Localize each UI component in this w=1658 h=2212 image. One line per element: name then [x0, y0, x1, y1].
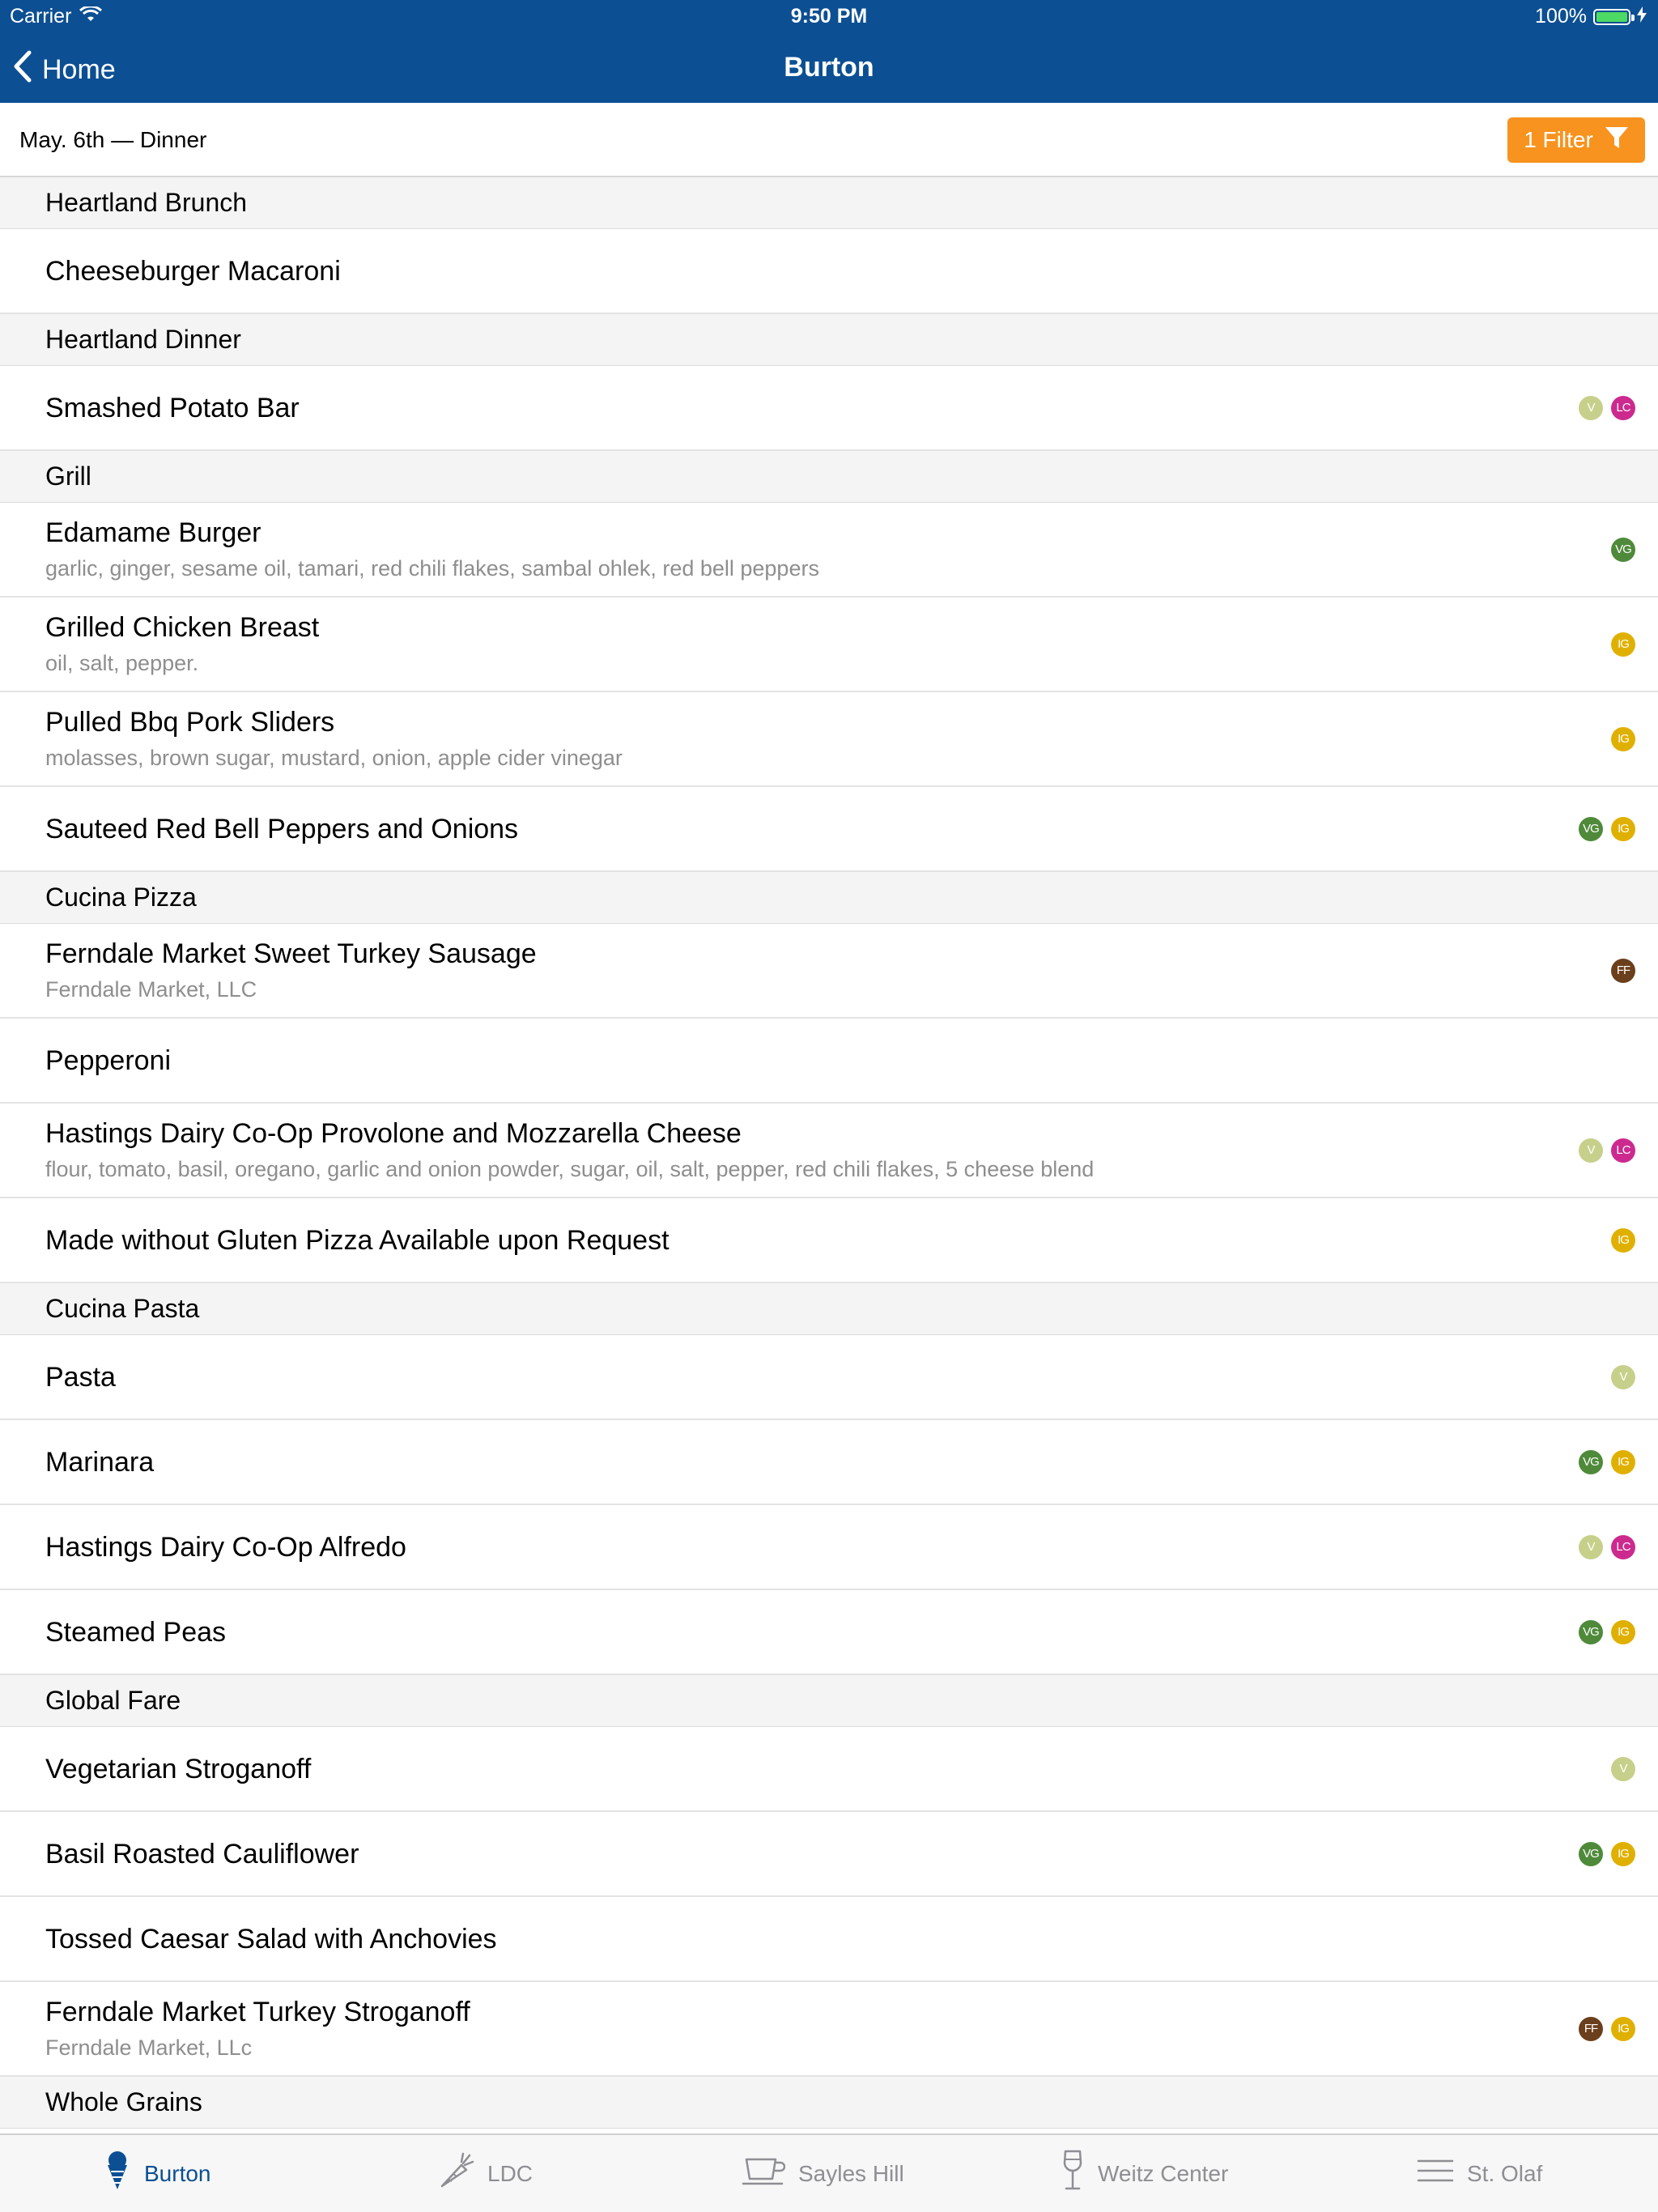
diet-badges	[1579, 1842, 1635, 1866]
gluten-free-badge-icon: IG	[1611, 1620, 1635, 1644]
menu-item-description: oil, salt, pepper.	[45, 651, 199, 675]
diet-badges	[1611, 727, 1635, 751]
coffee-cup-icon	[742, 2155, 785, 2193]
vegan-badge-icon: VG	[1579, 1842, 1603, 1866]
diet-badges	[1579, 817, 1635, 841]
diet-badges	[1611, 538, 1635, 562]
tab-weitz-center[interactable]	[1061, 2135, 1228, 2212]
menu-item-row[interactable]	[0, 1727, 1658, 1812]
menu-item-row[interactable]	[0, 1982, 1658, 2077]
status-bar	[0, 0, 1658, 34]
vegetarian-badge-icon: V	[1611, 1365, 1635, 1389]
charging-icon	[1637, 5, 1647, 28]
diet-badges	[1611, 1365, 1635, 1389]
menu-item-row[interactable]	[0, 1897, 1658, 1982]
vegetarian-badge-icon: V	[1611, 1757, 1635, 1781]
local-badge-icon: LC	[1611, 1535, 1635, 1559]
tab-label: Burton	[144, 2160, 211, 2186]
menu-item-description: flour, tomato, basil, oregano, garlic and onion powder, sugar, oil, salt, pepper, red chili flakes, 5 cheese blend	[45, 1157, 1095, 1181]
section-header: Heartland Brunch	[0, 177, 1658, 229]
menu-item-row[interactable]	[0, 1335, 1658, 1420]
navigation-bar	[0, 0, 1658, 103]
menu-item-row[interactable]	[0, 787, 1658, 872]
vegetarian-badge-icon: V	[1579, 1138, 1603, 1163]
menu-item-name: Hastings Dairy Co-Op Provolone and Mozzarella Cheese	[45, 1118, 742, 1149]
menu-item-name: Pulled Bbq Pork Sliders	[45, 707, 335, 738]
menu-item-row[interactable]	[0, 692, 1658, 787]
section-header: Cucina Pasta	[0, 1283, 1658, 1335]
menu-item-name: Edamame Burger	[45, 517, 261, 548]
clock: 9:50 PM	[790, 5, 868, 28]
vegan-badge-icon: VG	[1611, 538, 1635, 562]
diet-badges	[1579, 2017, 1635, 2041]
funnel-icon	[1605, 125, 1629, 155]
date-meal-label: May. 6th — Dinner	[19, 127, 207, 152]
diet-badges	[1611, 1228, 1635, 1253]
menu-item-row[interactable]	[0, 598, 1658, 692]
battery-percent: 100%	[1535, 5, 1587, 28]
vegan-badge-icon: VG	[1579, 1450, 1603, 1474]
vegetarian-badge-icon: V	[1579, 1535, 1603, 1559]
gluten-free-badge-icon: IG	[1611, 2017, 1635, 2041]
tab-label: LDC	[487, 2160, 534, 2186]
menu-item-name: Ferndale Market Sweet Turkey Sausage	[45, 938, 537, 969]
vegan-badge-icon: VG	[1579, 1620, 1603, 1644]
filter-button[interactable]	[1507, 117, 1645, 163]
menu-item-row[interactable]	[0, 924, 1658, 1019]
menu-item-row[interactable]	[0, 503, 1658, 598]
diet-badges	[1579, 1450, 1635, 1474]
section-header: Whole Grains	[0, 2077, 1658, 2129]
tab-label: St. Olaf	[1467, 2160, 1543, 2186]
menu-item-row[interactable]	[0, 1505, 1658, 1590]
gluten-free-badge-icon: IG	[1611, 1450, 1635, 1474]
menu-item-description: Ferndale Market, LLc	[45, 2035, 253, 2060]
menu-item-row[interactable]	[0, 229, 1658, 314]
menu-item-row[interactable]	[0, 1420, 1658, 1505]
menu-item-name: Basil Roasted Cauliflower	[45, 1838, 359, 1870]
gluten-free-badge-icon: IG	[1611, 1842, 1635, 1866]
menu-item-row[interactable]	[0, 1198, 1658, 1283]
diet-badges	[1579, 1535, 1635, 1559]
menu-item-name: Vegetarian Stroganoff	[45, 1753, 312, 1784]
gluten-free-badge-icon: IG	[1611, 727, 1635, 751]
menu-item-row[interactable]	[0, 1019, 1658, 1104]
tab-burton[interactable]	[104, 2135, 211, 2212]
diet-badges	[1579, 396, 1635, 420]
date-bar	[0, 103, 1658, 177]
section-header: Cucina Pizza	[0, 872, 1658, 924]
tab-bar	[0, 2133, 1658, 2212]
tab-label: Sayles Hill	[798, 2160, 904, 2186]
tab-label: Weitz Center	[1098, 2160, 1229, 2186]
menu-item-name: Tossed Caesar Salad with Anchovies	[45, 1923, 497, 1955]
farm-fresh-badge-icon: FF	[1579, 2017, 1603, 2041]
farm-fresh-badge-icon: FF	[1611, 959, 1635, 983]
carrot-icon	[437, 2152, 474, 2195]
menu-item-row[interactable]	[0, 1812, 1658, 1897]
menu-item-name: Smashed Potato Bar	[45, 392, 300, 423]
diet-badges	[1611, 632, 1635, 657]
menu-item-name: Cheeseburger Macaroni	[45, 255, 341, 287]
menu-lines-icon	[1417, 2159, 1454, 2189]
local-badge-icon: LC	[1611, 1138, 1635, 1163]
menu-item-name: Sauteed Red Bell Peppers and Onions	[45, 813, 519, 844]
back-label: Home	[42, 54, 116, 85]
menu-item-name: Marinara	[45, 1446, 155, 1478]
menu-item-row[interactable]	[0, 1590, 1658, 1675]
section-header: Grill	[0, 451, 1658, 503]
filter-label: 1 Filter	[1524, 127, 1593, 152]
menu-list[interactable]	[0, 177, 1658, 2133]
gluten-free-badge-icon: IG	[1611, 632, 1635, 657]
menu-item-name: Grilled Chicken Breast	[45, 612, 320, 643]
section-header: Heartland Dinner	[0, 314, 1658, 366]
menu-item-name: Hastings Dairy Co-Op Alfredo	[45, 1531, 406, 1563]
menu-item-description: garlic, ginger, sesame oil, tamari, red chili flakes, sambal ohlek, red bell peppers	[45, 556, 819, 581]
page-title: Burton	[784, 52, 874, 83]
menu-item-description: Ferndale Market, LLC	[45, 977, 257, 1002]
diet-badges	[1579, 1138, 1635, 1163]
menu-item-name: Pasta	[45, 1361, 116, 1393]
diet-badges	[1611, 1757, 1635, 1781]
menu-item-name: Steamed Peas	[45, 1616, 227, 1648]
carrier-label: Carrier	[10, 5, 72, 28]
wine-glass-icon	[1061, 2150, 1085, 2197]
back-button[interactable]	[13, 50, 116, 90]
menu-item-description: molasses, brown sugar, mustard, onion, apple cider vinegar	[45, 746, 623, 770]
local-badge-icon: LC	[1611, 396, 1635, 420]
battery-icon	[1593, 9, 1630, 25]
tab-sayles-hill[interactable]	[742, 2135, 904, 2212]
menu-item-name: Pepperoni	[45, 1044, 172, 1076]
ice-cream-icon	[104, 2150, 131, 2197]
menu-item-row[interactable]	[0, 366, 1658, 451]
vegetarian-badge-icon: V	[1579, 396, 1603, 420]
gluten-free-badge-icon: IG	[1611, 817, 1635, 841]
chevron-left-icon	[13, 50, 32, 90]
diet-badges	[1611, 959, 1635, 983]
tab-ldc[interactable]	[437, 2135, 533, 2212]
tab-st-olaf[interactable]	[1417, 2135, 1542, 2212]
menu-item-row[interactable]	[0, 1104, 1658, 1198]
diet-badges	[1579, 1620, 1635, 1644]
menu-item-name: Made without Gluten Pizza Available upon Request	[45, 1224, 670, 1256]
section-header: Global Fare	[0, 1675, 1658, 1727]
menu-item-name: Ferndale Market Turkey Stroganoff	[45, 1997, 470, 2027]
gluten-free-badge-icon: IG	[1611, 1228, 1635, 1253]
vegan-badge-icon: VG	[1579, 817, 1603, 841]
